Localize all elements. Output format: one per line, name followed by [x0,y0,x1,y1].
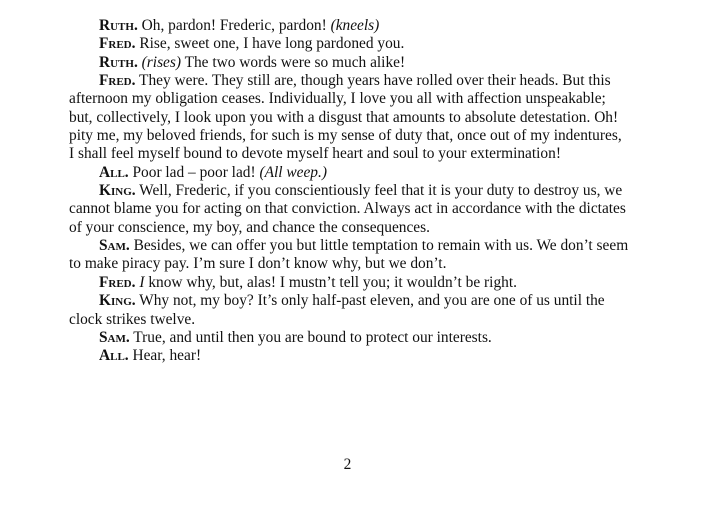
speech-line [69,237,629,274]
speaker-name: King. [99,292,136,310]
speaker-name: Fred. [99,72,136,90]
speech-text-after: The two words were so much alike! [181,53,406,71]
stage-direction: (All weep.) [259,163,327,181]
speaker-name: Ruth. [99,53,138,71]
speech-line [69,72,629,164]
speech-line [69,329,629,347]
page-number: 2 [343,456,352,473]
speaker-name: Fred. [99,273,136,291]
speaker-name: Fred. [99,35,136,53]
speech-text: Hear, hear! [128,347,202,365]
speech-line [69,164,629,182]
script-body [69,17,629,366]
speech-line [69,35,629,53]
speaker-name: All. [99,163,129,181]
stage-direction: (kneels) [330,17,380,34]
speech-text: Besides, we can offer you but little temptation to remain with us. We don’t seem to make piracy pay. I’m sure I don’t know why, but we don’t. [69,237,629,273]
speech-line [69,54,629,72]
emphasized-word: I [139,273,145,291]
speech-line [69,182,629,237]
speech-text: Well, Frederic, if you conscientiously feel that it is your duty to destroy us, we cannot blame you for acting on that conviction. Always act in accordance with the dictates of your conscience, my boy, and chance the consequences. [69,182,626,236]
speaker-name: Ruth. [99,17,138,34]
speech-text: Poor lad – poor lad! [128,163,260,181]
speech-line [69,347,629,365]
speech-text: Oh, pardon! Frederic, pardon! [137,17,331,34]
stage-direction: (rises) [141,53,181,71]
speech-text: They were. They still are, though years have rolled over their heads. But this afternoon my obligation ceases. Individually, I love you all with affection unspeakable; but, collectively, I look upon you with a disgust that amounts to absolute detestation. Oh! pity me, my beloved friends, for such is my sense of duty that, once out of my indentures, I shall feel myself bound to devote myself heart and soul to your extermination! [69,72,622,163]
speech-text: Why not, my boy? It’s only half-past eleven, and you are one of us until the clock strikes twelve. [69,292,605,328]
speaker-name: All. [99,347,129,365]
speech-line [69,292,629,329]
speech-line [69,17,629,35]
speaker-name: Sam. [99,237,130,255]
speech-text: True, and until then you are bound to protect our interests. [129,328,492,346]
speech-text: Rise, sweet one, I have long pardoned you. [135,35,405,53]
speaker-name: King. [99,182,136,200]
speech-text-after: know why, but, alas! I mustn’t tell you; it wouldn’t be right. [144,273,517,291]
speech-line [69,274,629,292]
speaker-name: Sam. [99,328,130,346]
